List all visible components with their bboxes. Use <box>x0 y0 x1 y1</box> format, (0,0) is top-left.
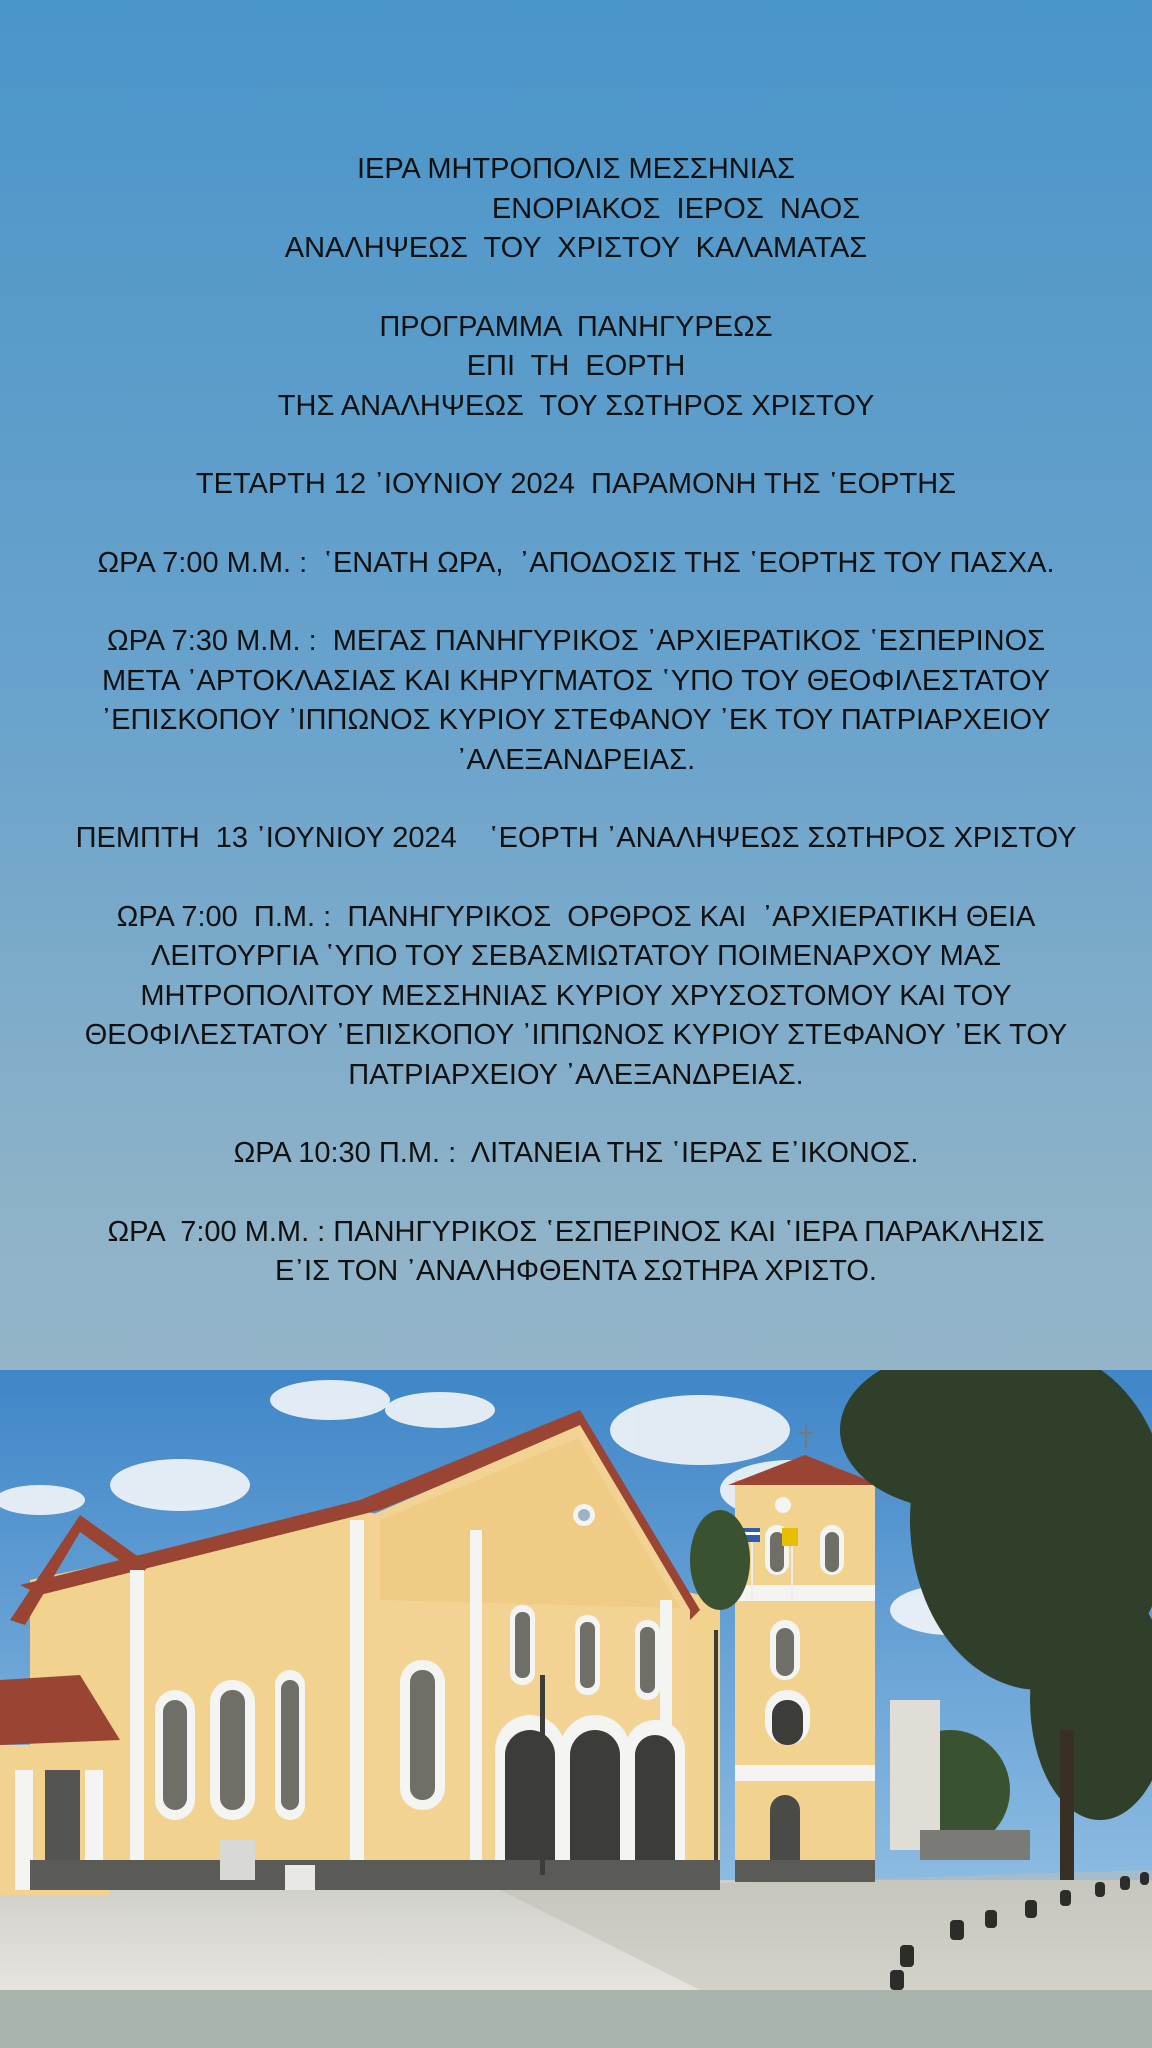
announcement-text <box>0 150 1152 1292</box>
day2-item2: ΩΡΑ 10:30 Π.Μ. : ΛΙΤΑΝΕΙΑ ΤΗΣ ῾ΙΕΡΑΣ Ε᾿ΙΚΟΝΟΣ. <box>233 1137 919 1169</box>
day2-item1-line: ΠΑΤΡΙΑΡΧΕΙΟΥ ᾿ΑΛΕΞΑΝΔΡΕΙΑΣ. <box>348 1058 804 1091</box>
header-line-2: ΕΝΟΡΙΑΚΟΣ ΙΕΡΟΣ ΝΑΟΣ <box>491 192 861 225</box>
day1-item1: ΩΡΑ 7:00 Μ.Μ. : ῾ΕΝΑΤΗ ΩΡΑ, ᾿ΑΠΟΔΟΣΙΣ ΤΗΣ ῾ΕΟΡΤΗΣ ΤΟΥ ΠΑΣΧΑ. <box>97 546 1055 579</box>
day2-date: ΠΕΜΠΤΗ 13 ᾿ΙΟΥΝΙΟΥ 2024 ῾ΕΟΡΤΗ ᾿ΑΝΑΛΗΨΕΩΣ ΣΩΤΗΡΟΣ ΧΡΙΣΤΟΥ <box>75 822 1077 854</box>
church-photo <box>0 1370 1152 1990</box>
day2-item1-line: ΛΕΙΤΟΥΡΓΙΑ ῾ΥΠΟ ΤΟΥ ΣΕΒΑΣΜΙΩΤΑΤΟΥ ΠΟΙΜΕΝΑΡΧΟΥ ΜΑΣ <box>151 940 1001 972</box>
bell-tower <box>728 1425 880 1882</box>
day2-item3-line: Ε᾿ΙΣ ΤΟΝ ᾿ΑΝΑΛΗΦΘΕΝΤΑ ΣΩΤΗΡΑ ΧΡΙΣΤΟ. <box>275 1255 877 1287</box>
day2-item1-line: ΘΕΟΦΙΛΕΣΤΑΤΟΥ ᾿ΕΠΙΣΚΟΠΟΥ ᾿ΙΠΠΩΝΟΣ ΚΥΡΙΟΥ ΣΤΕΦΑΝΟΥ ᾿ΕΚ ΤΟΥ <box>84 1019 1068 1051</box>
day1-item2-line: ᾿ΑΛΕΞΑΝΔΡΕΙΑΣ. <box>456 743 696 776</box>
bottom-strip <box>0 1990 1152 2048</box>
program-line-3: ΤΗΣ ΑΝΑΛΗΨΕΩΣ ΤΟΥ ΣΩΤΗΡΟΣ ΧΡΙΣΤΟΥ <box>277 389 875 422</box>
day1-item2-line: ᾿ΕΠΙΣΚΟΠΟΥ ᾿ΙΠΠΩΝΟΣ ΚΥΡΙΟΥ ΣΤΕΦΑΝΟΥ ᾿ΕΚ ΤΟΥ ΠΑΤΡΙΑΡΧΕΙΟΥ <box>101 704 1051 736</box>
header-line-3: ΑΝΑΛΗΨΕΩΣ ΤΟΥ ΧΡΙΣΤΟΥ ΚΑΛΑΜΑΤΑΣ <box>284 232 868 264</box>
day1-item2-line: ΩΡΑ 7:30 Μ.Μ. : ΜΕΓΑΣ ΠΑΝΗΓΥΡΙΚΟΣ ᾿ΑΡΧΙΕΡΑΤΙΚΟΣ ῾ΕΣΠΕΡΙΝΟΣ <box>106 625 1046 657</box>
day2-item1-line: ΜΗΤΡΟΠΟΛΙΤΟΥ ΜΕΣΣΗΝΙΑΣ ΚΥΡΙΟΥ ΧΡΥΣΟΣΤΟΜΟΥ ΚΑΙ ΤΟΥ <box>140 979 1012 1012</box>
program-line-1: ΠΡΟΓΡΑΜΜΑ ΠΑΝΗΓΥΡΕΩΣ <box>379 310 773 343</box>
program-line-2: ΕΠΙ ΤΗ ΕΟΡΤΗ <box>466 350 686 382</box>
day1-item2-line: ΜΕΤΑ ᾿ΑΡΤΟΚΛΑΣΙΑΣ ΚΑΙ ΚΗΡΥΓΜΑΤΟΣ ῾ΥΠΟ ΤΟΥ ΘΕΟΦΙΛΕΣΤΑΤΟΥ <box>101 664 1051 697</box>
header-line-1: ΙΕΡΑ ΜΗΤΡΟΠΟΛΙΣ ΜΕΣΣΗΝΙΑΣ <box>356 153 796 185</box>
day2-item1-line: ΩΡΑ 7:00 Π.Μ. : ΠΑΝΗΓΥΡΙΚΟΣ ΟΡΘΡΟΣ ΚΑΙ ᾿ΑΡΧΙΕΡΑΤΙΚΗ ΘΕΙΑ <box>116 900 1036 933</box>
day1-date: ΤΕΤΑΡΤΗ 12 ᾿ΙΟΥΝΙΟΥ 2024 ΠΑΡΑΜΟΝΗ ΤΗΣ ῾ΕΟΡΤΗΣ <box>195 468 957 500</box>
day2-item3-line: ΩΡΑ 7:00 Μ.Μ. : ΠΑΝΗΓΥΡΙΚΟΣ ῾ΕΣΠΕΡΙΝΟΣ ΚΑΙ ῾ΙΕΡΑ ΠΑΡΑΚΛΗΣΙΣ <box>107 1215 1045 1248</box>
